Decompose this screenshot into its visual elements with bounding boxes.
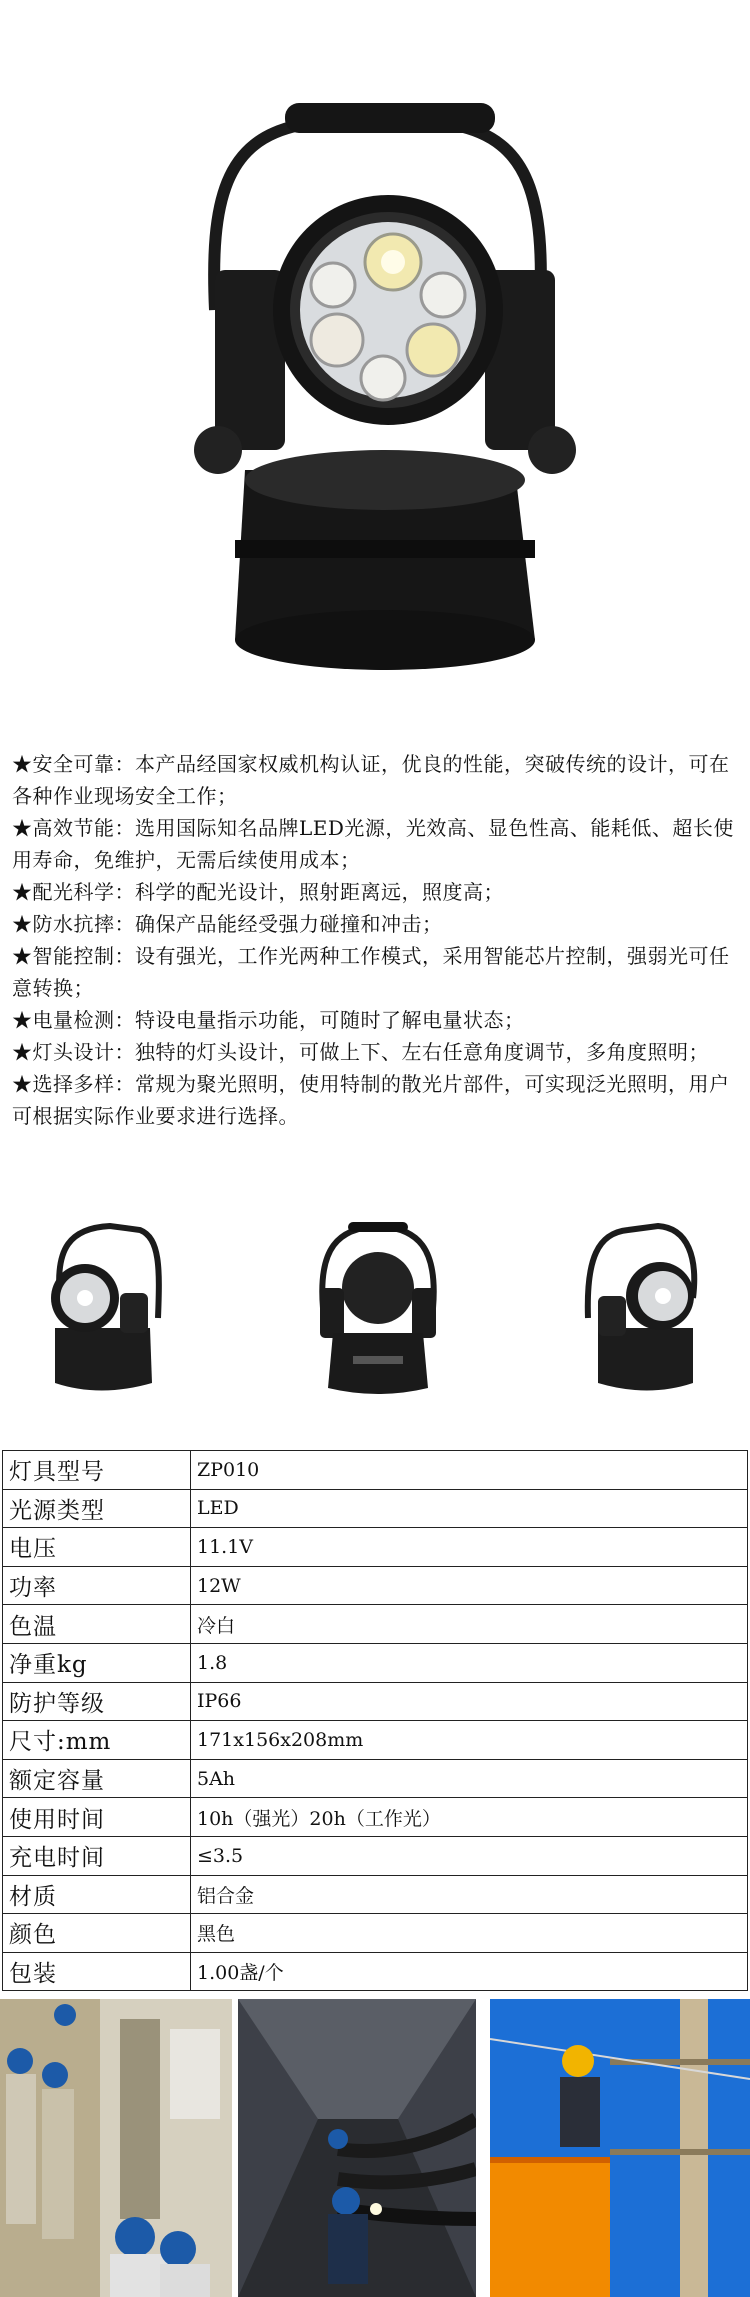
spec-value: 1.00盏/个 bbox=[191, 1952, 748, 1991]
feature-body: 特设电量指示功能，可随时了解电量状态； bbox=[135, 1008, 525, 1032]
table-row bbox=[3, 1528, 748, 1567]
spec-key: 灯具型号 bbox=[3, 1451, 191, 1490]
application-photos bbox=[0, 1999, 750, 2297]
star-icon: ★ bbox=[12, 912, 33, 936]
feature-item bbox=[12, 940, 738, 1004]
table-row bbox=[3, 1451, 748, 1490]
hero-product-image bbox=[0, 0, 750, 740]
table-row bbox=[3, 1798, 748, 1837]
spec-key: 额定容量 bbox=[3, 1759, 191, 1798]
spec-value: 171x156x208mm bbox=[191, 1721, 748, 1760]
feature-title: 配光科学： bbox=[32, 880, 135, 904]
product-thumbnails bbox=[0, 1208, 750, 1398]
spec-value: 1.8 bbox=[191, 1643, 748, 1682]
feature-item bbox=[12, 1036, 738, 1068]
table-row bbox=[3, 1952, 748, 1991]
spec-value: 冷白 bbox=[191, 1605, 748, 1644]
spec-table bbox=[2, 1450, 748, 1991]
spec-key: 材质 bbox=[3, 1875, 191, 1914]
table-row bbox=[3, 1682, 748, 1721]
feature-title: 安全可靠： bbox=[32, 752, 135, 776]
star-icon: ★ bbox=[12, 944, 33, 968]
spec-value: 5Ah bbox=[191, 1759, 748, 1798]
spec-key: 包装 bbox=[3, 1952, 191, 1991]
spec-value: 11.1V bbox=[191, 1528, 748, 1567]
spec-value: IP66 bbox=[191, 1682, 748, 1721]
star-icon: ★ bbox=[12, 816, 33, 840]
spec-value: ≤3.5 bbox=[191, 1836, 748, 1875]
feature-title: 高效节能： bbox=[32, 816, 135, 840]
thumbnail-front-right bbox=[548, 1208, 748, 1398]
feature-item bbox=[12, 748, 738, 812]
feature-title: 智能控制： bbox=[32, 944, 135, 968]
spec-key: 尺寸:mm bbox=[3, 1721, 191, 1760]
spec-key: 功率 bbox=[3, 1566, 191, 1605]
table-row bbox=[3, 1759, 748, 1798]
feature-body: 确保产品能经受强力碰撞和冲击； bbox=[135, 912, 443, 936]
star-icon: ★ bbox=[12, 1008, 33, 1032]
feature-title: 选择多样： bbox=[32, 1072, 135, 1096]
feature-body: 独特的灯头设计，可做上下、左右任意角度调节，多角度照明； bbox=[135, 1040, 709, 1064]
searchlight-illustration bbox=[0, 0, 750, 740]
feature-item bbox=[12, 1068, 738, 1132]
feature-list bbox=[12, 748, 738, 1132]
star-icon: ★ bbox=[12, 880, 33, 904]
thumbnail-front-left bbox=[0, 1208, 200, 1398]
table-row bbox=[3, 1605, 748, 1644]
table-row bbox=[3, 1566, 748, 1605]
feature-body: 设有强光，工作光两种工作模式，采用智能芯片控制，强弱光可任意转换； bbox=[12, 944, 730, 1000]
spec-value: LED bbox=[191, 1489, 748, 1528]
table-row bbox=[3, 1914, 748, 1953]
spec-value: 铝合金 bbox=[191, 1875, 748, 1914]
feature-body: 科学的配光设计，照射距离远，照度高； bbox=[135, 880, 504, 904]
feature-title: 电量检测： bbox=[32, 1008, 135, 1032]
spec-key: 防护等级 bbox=[3, 1682, 191, 1721]
photo-substation-workers bbox=[0, 1999, 232, 2297]
feature-title: 灯头设计： bbox=[32, 1040, 135, 1064]
feature-item bbox=[12, 908, 738, 940]
spec-key: 充电时间 bbox=[3, 1836, 191, 1875]
spec-value: 黑色 bbox=[191, 1914, 748, 1953]
photo-utility-pole bbox=[490, 1999, 750, 2297]
feature-item bbox=[12, 812, 738, 876]
feature-body: 本产品经国家权威机构认证，优良的性能，突破传统的设计，可在各种作业现场安全工作； bbox=[12, 752, 730, 808]
star-icon: ★ bbox=[12, 1072, 33, 1096]
table-row bbox=[3, 1643, 748, 1682]
feature-item bbox=[12, 876, 738, 908]
table-row bbox=[3, 1836, 748, 1875]
feature-item bbox=[12, 1004, 738, 1036]
feature-title: 防水抗摔： bbox=[32, 912, 135, 936]
table-row bbox=[3, 1875, 748, 1914]
spec-key: 色温 bbox=[3, 1605, 191, 1644]
spec-value: 10h（强光）20h（工作光） bbox=[191, 1798, 748, 1837]
feature-body: 选用国际知名品牌LED光源，光效高、显色性高、能耗低、超长使用寿命，免维护，无需后续使用成本； bbox=[12, 816, 734, 872]
feature-body: 常规为聚光照明，使用特制的散光片部件，可实现泛光照明，用户可根据实际作业要求进行选择。 bbox=[12, 1072, 730, 1128]
spec-key: 颜色 bbox=[3, 1914, 191, 1953]
spec-key: 电压 bbox=[3, 1528, 191, 1567]
star-icon: ★ bbox=[12, 1040, 33, 1064]
spec-value: ZP010 bbox=[191, 1451, 748, 1490]
spec-key: 使用时间 bbox=[3, 1798, 191, 1837]
thumbnail-back bbox=[278, 1208, 478, 1398]
star-icon: ★ bbox=[12, 752, 33, 776]
spec-key: 光源类型 bbox=[3, 1489, 191, 1528]
spec-key: 净重kg bbox=[3, 1643, 191, 1682]
table-row bbox=[3, 1489, 748, 1528]
spec-value: 12W bbox=[191, 1566, 748, 1605]
photo-cable-tunnel bbox=[238, 1999, 476, 2297]
table-row bbox=[3, 1721, 748, 1760]
